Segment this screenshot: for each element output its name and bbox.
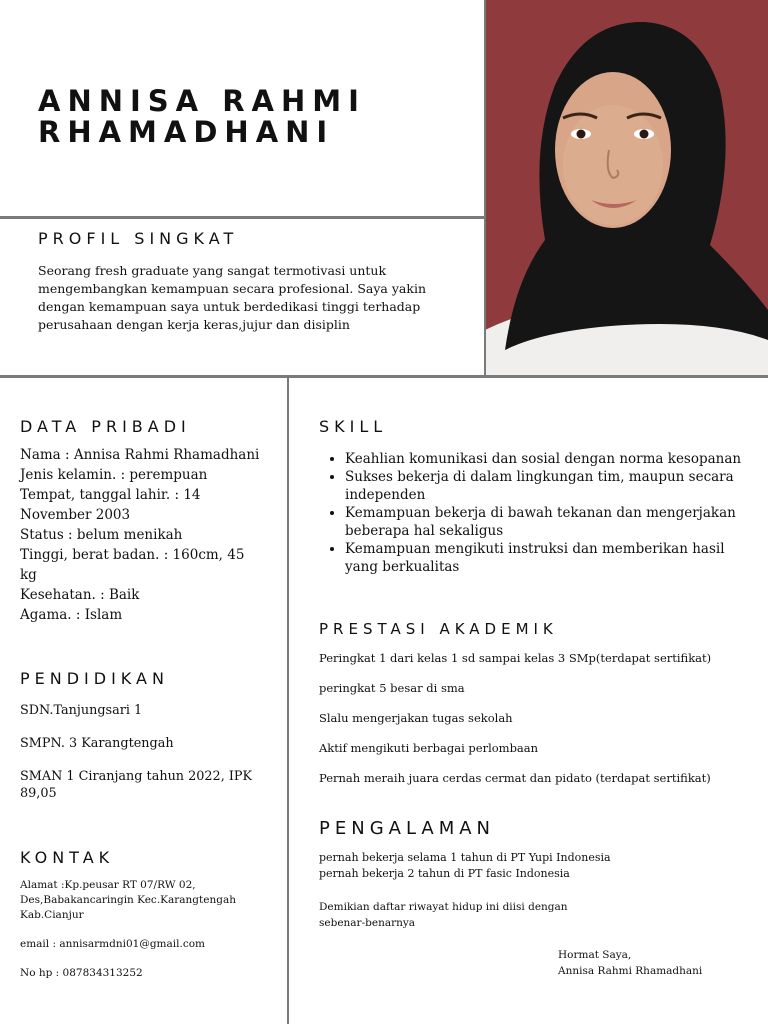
pengalaman-item: pernah bekerja 2 tahun di PT fasic Indonesia [319,867,570,880]
divider-photo [484,0,486,378]
profile-title: PROFIL SINGKAT [38,229,239,248]
data-item-agama: Agama. : Islam [20,607,123,623]
data-item-nama: Nama : Annisa Rahmi Rhamadhani [20,447,260,463]
data-item-ttl: Tempat, tanggal lahir. : 14 November 2003 [20,487,201,523]
signature-block [558,947,758,979]
data-item-jenis-kelamin: Jenis kelamin. : perempuan [20,467,208,483]
portrait-illustration [485,0,768,376]
pendidikan-title: PENDIDIKAN [20,669,169,688]
pengalaman-item: pernah bekerja selama 1 tahun di PT Yupi Indonesia [319,851,611,864]
pendidikan-list [20,702,270,818]
kontak-alamat: Alamat :Kp.peusar RT 07/RW 02, Des,Babakancaringin Kec.Karangtengah Kab.Cianjur [20,879,236,921]
kontak-title: KONTAK [20,848,115,867]
prestasi-list [319,650,759,800]
prestasi-item: peringkat 5 besar di sma [319,681,465,695]
data-pribadi-list [20,445,265,625]
edu-item-sd: SDN.Tanjungsari 1 [20,703,143,718]
statement-text: Demikian daftar riwayat hidup ini diisi dengan sebenar-benarnya [319,901,568,929]
profile-text: Seorang fresh graduate yang sangat termotivasi untuk mengembangkan kemampuan secara profesional. Saya yakin dengan kemampuan saya untuk berdedikasi tinggi terhadap perusahaan dengan kerja keras,jujur dan disiplin [38,263,426,332]
name-line-1: ANNISA RAHMI [38,84,366,118]
data-item-tinggi-berat: Tinggi, berat badan. : 160cm, 45 kg [20,547,245,583]
resume-name [38,86,366,148]
skill-section [319,450,744,576]
kontak-list [20,878,240,995]
divider-vertical [287,378,289,1024]
data-pribadi-title: DATA PRIBADI [20,417,191,436]
skill-item: • Kemampuan bekerja di bawah tekanan dan mengerjakan beberapa hal sekaligus [345,504,744,540]
prestasi-item: Peringkat 1 dari kelas 1 sd sampai kelas 3 SMp(terdapat sertifikat) [319,651,712,665]
skill-title: SKILL [319,417,388,436]
prestasi-item: Slalu mengerjakan tugas sekolah [319,711,513,725]
data-item-kesehatan: Kesehatan. : Baik [20,587,140,603]
profile-photo [485,0,768,376]
divider-middle [0,375,768,378]
signature-greeting: Hormat Saya, [558,949,632,961]
name-line-2: RHAMADHANI [38,115,335,149]
skill-item: • Sukses bekerja di dalam lingkungan tim, maupun secara independen [345,468,744,504]
skill-item: • Keahlian komunikasi dan sosial dengan norma kesopanan [345,450,744,468]
pengalaman-list [319,850,739,882]
edu-item-sma: SMAN 1 Ciranjang tahun 2022, IPK 89,05 [20,769,253,801]
kontak-email[interactable]: email : annisarmdni01@gmail.com [20,938,205,950]
prestasi-item: Pernah meraih juara cerdas cermat dan pidato (terdapat sertifikat) [319,771,711,785]
data-item-status: Status : belum menikah [20,527,183,543]
kontak-phone[interactable]: No hp : 087834313252 [20,967,143,979]
skill-list [319,450,744,576]
pengalaman-title: PENGALAMAN [319,818,496,839]
skill-item: • Kemampuan mengikuti instruksi dan memberikan hasil yang berkualitas [345,540,744,576]
prestasi-item: Aktif mengikuti berbagai perlombaan [319,741,539,755]
divider-top [0,216,485,219]
signature-name: Annisa Rahmi Rhamadhani [558,965,703,977]
edu-item-smp: SMPN. 3 Karangtengah [20,736,174,751]
prestasi-title: PRESTASI AKADEMIK [319,620,558,638]
